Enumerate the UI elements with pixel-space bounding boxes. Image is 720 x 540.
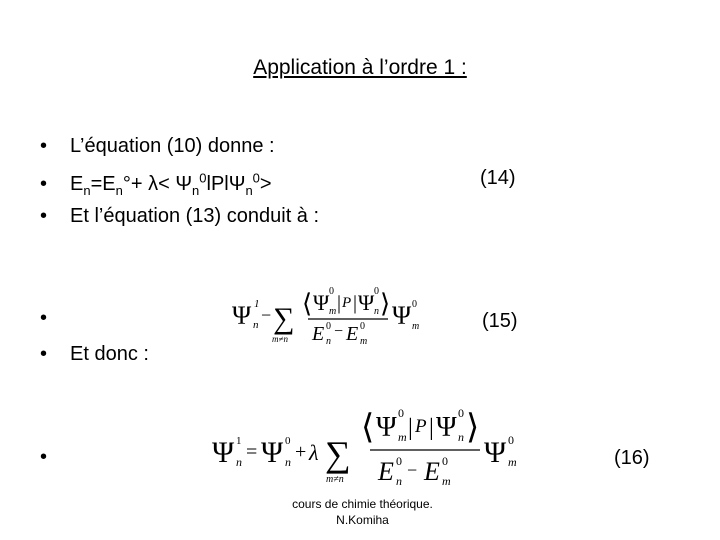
sum-symbol: ∑	[273, 302, 295, 335]
svg-text:0: 0	[374, 286, 379, 297]
svg-text:m≠n: m≠n	[326, 474, 344, 485]
line-1-text: L’équation (10) donne :	[70, 135, 275, 157]
svg-text:−: −	[407, 460, 418, 480]
bullet-line-6	[40, 445, 70, 469]
psi-symbol: Ψ	[212, 436, 235, 469]
svg-text:1: 1	[254, 298, 260, 310]
svg-text:0: 0	[458, 406, 464, 420]
svg-text:0: 0	[396, 454, 402, 468]
svg-text:|: |	[353, 292, 358, 314]
svg-text:⟨: ⟨	[302, 289, 313, 318]
svg-text:m: m	[412, 321, 420, 332]
bullet-marker: •	[40, 307, 48, 329]
svg-text:0: 0	[326, 321, 331, 332]
svg-text:n: n	[236, 455, 242, 469]
energy-equation: $E_n=E_n^\circ+ \lambda< \Psi_n^0lPl\Psi_n^0>$	[70, 170, 272, 198]
formula-16	[208, 400, 528, 495]
svg-text:λ: λ	[309, 440, 319, 465]
svg-text:0: 0	[329, 286, 334, 297]
svg-text:Ψ: Ψ	[261, 436, 284, 469]
svg-text:0: 0	[442, 454, 448, 468]
equation-number-15: (15)	[482, 310, 518, 332]
svg-text:1: 1	[236, 435, 242, 447]
svg-text:P: P	[415, 416, 427, 437]
bullet-line-5	[40, 342, 149, 366]
line-5-text: Et donc :	[70, 343, 149, 365]
bullet-marker: •	[40, 172, 48, 195]
svg-text:E: E	[312, 323, 325, 345]
bullet-marker: •	[40, 135, 48, 157]
svg-text:0: 0	[285, 435, 291, 447]
svg-text:−: −	[261, 305, 272, 325]
svg-text:0: 0	[412, 299, 417, 310]
svg-text:n: n	[396, 474, 402, 488]
page-title: Application à l’ordre 1 :	[253, 56, 467, 79]
line-3-text: Et l’équation (13) conduit à :	[70, 205, 320, 227]
svg-text:m: m	[508, 455, 517, 469]
svg-text:Ψ: Ψ	[484, 436, 507, 469]
svg-text:Ψ: Ψ	[392, 301, 412, 330]
svg-text:E: E	[424, 457, 440, 486]
svg-text:⟨: ⟨	[361, 409, 375, 446]
footer-author: N.Komiha	[336, 513, 389, 527]
svg-text:n: n	[253, 319, 259, 331]
bullet-line-4	[40, 306, 70, 330]
svg-text:Ψ: Ψ	[313, 290, 330, 315]
svg-text:m: m	[442, 474, 451, 488]
sum-symbol: ∑	[325, 434, 351, 474]
equation-number-14: (14)	[480, 167, 516, 189]
svg-text:m≠n: m≠n	[272, 334, 288, 344]
equation-number-16: (16)	[614, 447, 650, 469]
svg-text:n: n	[326, 336, 331, 347]
bullet-marker: •	[40, 446, 48, 468]
footer-course: cours de chimie théorique.	[292, 497, 433, 511]
svg-text:+: +	[295, 441, 307, 463]
svg-text:Ψ: Ψ	[376, 412, 397, 443]
svg-text:Ψ: Ψ	[358, 290, 375, 315]
svg-text:m: m	[398, 430, 407, 444]
svg-text:⟩: ⟩	[380, 289, 391, 318]
svg-text:|: |	[408, 415, 413, 441]
svg-text:⟩: ⟩	[466, 409, 480, 446]
svg-text:|: |	[337, 292, 342, 314]
svg-text:n: n	[285, 455, 291, 469]
footer	[240, 496, 485, 528]
svg-text:n: n	[374, 306, 379, 317]
svg-text:0: 0	[508, 433, 514, 447]
formula-15	[228, 280, 428, 350]
bullet-line-1	[40, 134, 275, 158]
svg-text:E: E	[378, 457, 394, 486]
svg-text:=: =	[246, 441, 258, 463]
svg-text:E: E	[346, 323, 359, 345]
bullet-line-2	[40, 166, 272, 203]
svg-text:P: P	[342, 295, 352, 311]
psi-symbol: Ψ	[232, 301, 252, 330]
svg-text:0: 0	[398, 406, 404, 420]
svg-text:m: m	[329, 306, 337, 317]
svg-text:m: m	[360, 336, 368, 347]
svg-text:n: n	[458, 430, 464, 444]
svg-text:−: −	[334, 323, 344, 340]
bullet-line-3	[40, 204, 319, 228]
bullet-marker: •	[40, 343, 48, 365]
svg-text:0: 0	[360, 321, 365, 332]
svg-text:Ψ: Ψ	[436, 412, 457, 443]
svg-text:|: |	[429, 415, 434, 441]
bullet-marker: •	[40, 205, 48, 227]
